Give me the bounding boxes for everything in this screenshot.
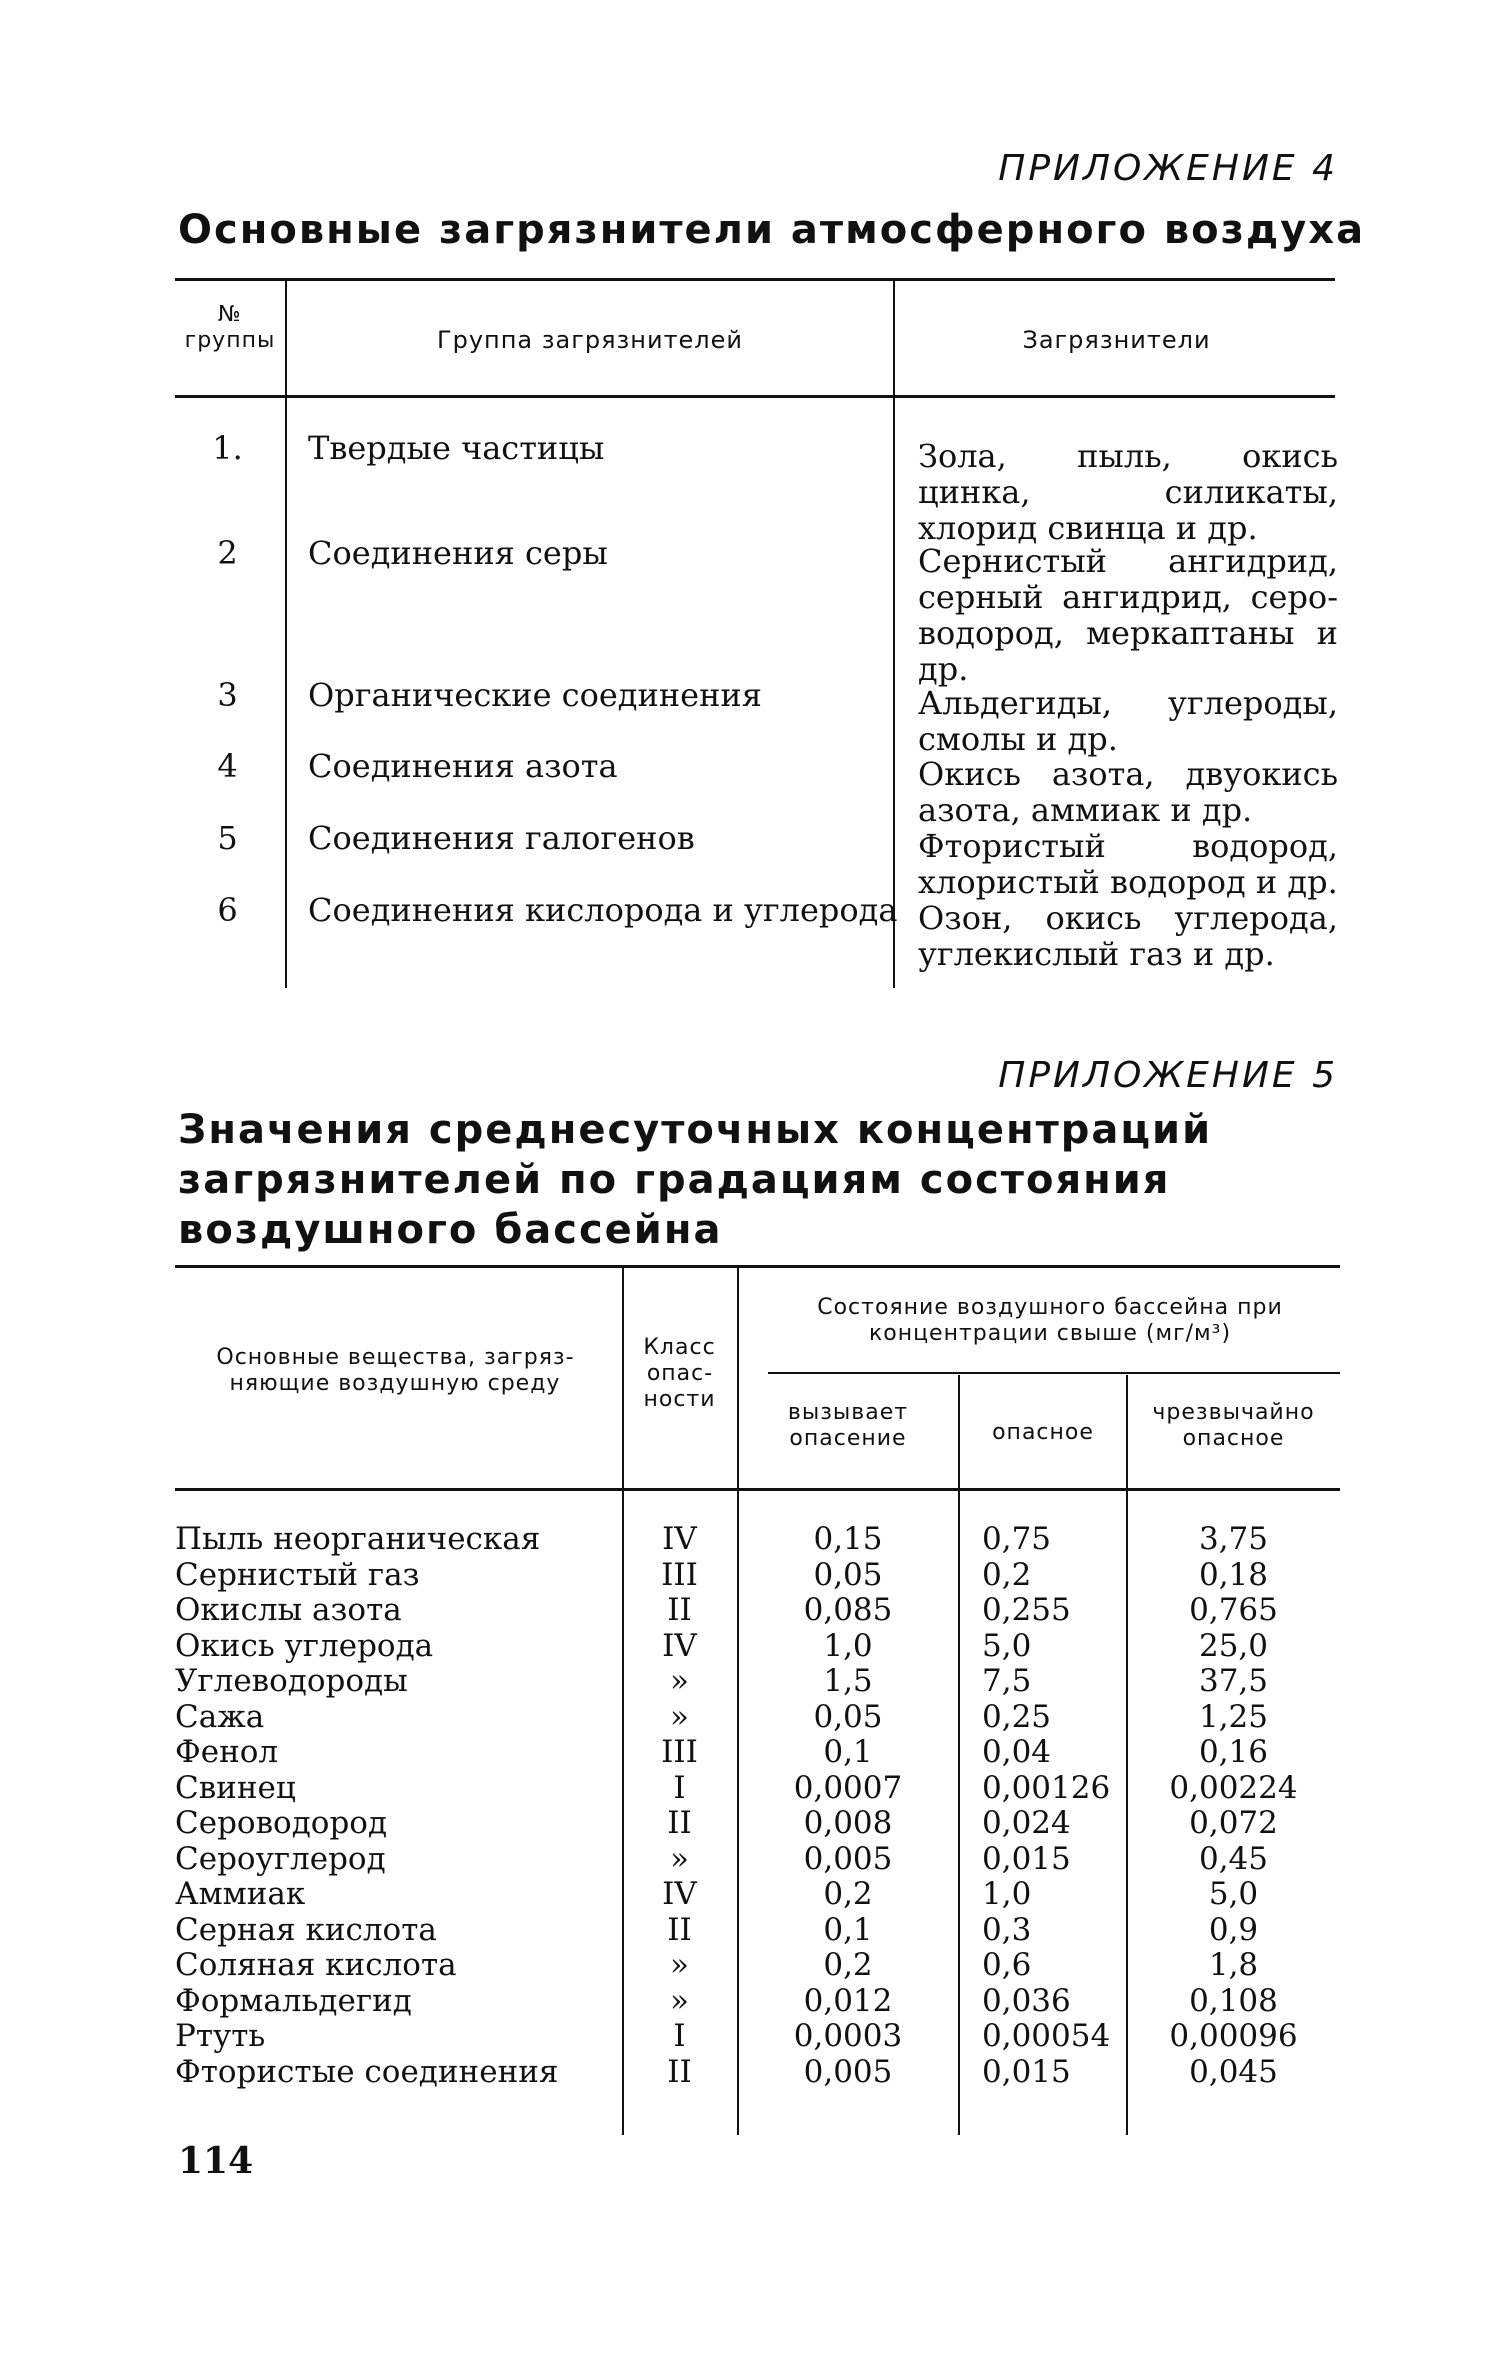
pollutant-list: Фтористый водород, хлористый водород и др. bbox=[918, 827, 1338, 901]
pollutant-list: Озон, окись углерода, углекислый газ и др. bbox=[918, 899, 1338, 973]
hazard-class: III bbox=[661, 1556, 698, 1593]
value-extreme: 0,045 bbox=[1189, 2053, 1278, 2090]
value-dangerous: 0,00054 bbox=[982, 2018, 1111, 2054]
table-top-rule bbox=[175, 278, 1335, 281]
value-dangerous: 0,00126 bbox=[982, 1769, 1111, 1806]
page-number: 114 bbox=[178, 2140, 254, 2182]
value-dangerous: 1,0 bbox=[982, 1876, 1032, 1912]
value-concern: 0,2 bbox=[823, 1876, 873, 1912]
value-extreme: 3,75 bbox=[1198, 1521, 1269, 1557]
subheader-rule bbox=[768, 1372, 1340, 1374]
value-concern: 0,085 bbox=[803, 1592, 893, 1628]
substance-name: Фтористые соединения bbox=[175, 2053, 559, 2090]
substance-name: Окислы азота bbox=[175, 1592, 402, 1628]
group-number: 5 bbox=[217, 819, 238, 857]
group-name: Соединения галогенов bbox=[308, 819, 695, 857]
column-divider bbox=[622, 1265, 624, 2135]
value-dangerous: 0,6 bbox=[982, 1947, 1032, 1983]
header-air-state: Состояние воздушного бассейна при концентрации свыше (мг/м³) bbox=[817, 1295, 1283, 1346]
substance-name: Углеводороды bbox=[175, 1663, 408, 1699]
group-name: Соединения азота bbox=[308, 747, 618, 785]
value-extreme: 0,18 bbox=[1198, 1556, 1269, 1593]
value-dangerous: 0,75 bbox=[982, 1521, 1052, 1557]
header-group-number: № группы bbox=[184, 302, 276, 353]
title-line: Значения среднесуточных концентраций bbox=[178, 1107, 1213, 1153]
value-extreme: 37,5 bbox=[1198, 1663, 1269, 1699]
value-dangerous: 0,2 bbox=[982, 1556, 1032, 1593]
hazard-class: III bbox=[661, 1734, 698, 1770]
title-line: воздушного бассейна bbox=[178, 1207, 723, 1253]
hazard-class: II bbox=[667, 2053, 692, 2090]
value-extreme: 0,00096 bbox=[1169, 2018, 1298, 2054]
header-substance: Основные вещества, загрязняющие воздушную среду bbox=[216, 1345, 574, 1396]
hazard-class: » bbox=[670, 1982, 689, 2019]
substance-name: Сероводород bbox=[175, 1805, 388, 1841]
header-hazard-class: Класс опасности bbox=[643, 1335, 716, 1412]
substance-name: Фенол bbox=[175, 1734, 279, 1770]
column-divider bbox=[285, 278, 287, 988]
group-name: Твердые частицы bbox=[308, 429, 605, 467]
value-concern: 0,0003 bbox=[793, 2018, 903, 2054]
value-extreme: 1,25 bbox=[1198, 1698, 1269, 1735]
value-concern: 0,05 bbox=[813, 1556, 883, 1593]
header-group-name: Группа загрязнителей bbox=[436, 326, 744, 354]
hazard-class: » bbox=[670, 1663, 689, 1699]
substance-name: Аммиак bbox=[175, 1876, 306, 1912]
value-concern: 1,0 bbox=[823, 1627, 873, 1664]
value-extreme: 0,9 bbox=[1208, 1911, 1259, 1948]
group-number: 4 bbox=[217, 747, 238, 785]
value-extreme: 0,108 bbox=[1189, 1982, 1278, 2019]
hazard-class: IV bbox=[662, 1876, 697, 1912]
hazard-class: » bbox=[670, 1947, 689, 1983]
value-extreme: 0,00224 bbox=[1169, 1769, 1298, 1806]
value-concern: 0,15 bbox=[813, 1521, 883, 1557]
group-name: Органические соединения bbox=[308, 676, 762, 714]
value-extreme: 0,45 bbox=[1198, 1840, 1269, 1877]
substance-name: Формальдегид bbox=[175, 1982, 412, 2019]
group-number: 1. bbox=[212, 429, 243, 467]
value-concern: 0,0007 bbox=[793, 1769, 903, 1806]
substance-name: Сероуглерод bbox=[175, 1840, 386, 1877]
header-rule bbox=[175, 395, 1335, 398]
hazard-class: II bbox=[667, 1805, 692, 1841]
appendix-4-label: ПРИЛОЖЕНИЕ 4 bbox=[998, 148, 1338, 189]
value-dangerous: 0,024 bbox=[982, 1805, 1071, 1841]
value-dangerous: 0,255 bbox=[982, 1592, 1071, 1628]
substance-name: Сажа bbox=[175, 1698, 265, 1735]
value-dangerous: 0,3 bbox=[982, 1911, 1032, 1948]
group-number: 2 bbox=[217, 534, 238, 572]
hazard-class: » bbox=[670, 1840, 689, 1877]
value-extreme: 0,072 bbox=[1189, 1805, 1278, 1841]
value-dangerous: 0,036 bbox=[982, 1982, 1071, 2019]
substance-name: Ртуть bbox=[175, 2018, 266, 2054]
value-dangerous: 0,015 bbox=[982, 1840, 1071, 1877]
value-dangerous: 0,015 bbox=[982, 2053, 1071, 2090]
value-concern: 0,008 bbox=[803, 1805, 893, 1841]
substance-name: Сернистый газ bbox=[175, 1556, 420, 1593]
value-dangerous: 7,5 bbox=[982, 1663, 1032, 1699]
value-concern: 1,5 bbox=[823, 1663, 873, 1699]
value-dangerous: 0,25 bbox=[982, 1698, 1052, 1735]
hazard-class: I bbox=[673, 1769, 686, 1806]
appendix-5-label: ПРИЛОЖЕНИЕ 5 bbox=[998, 1055, 1338, 1096]
value-concern: 0,1 bbox=[823, 1734, 873, 1770]
value-concern: 0,012 bbox=[803, 1982, 893, 2019]
group-name: Соединения кислорода и углерода bbox=[308, 891, 898, 929]
value-concern: 0,1 bbox=[823, 1911, 873, 1948]
value-concern: 0,2 bbox=[823, 1947, 873, 1983]
substance-name: Серная кислота bbox=[175, 1911, 437, 1948]
header-dangerous: опасное bbox=[992, 1420, 1094, 1445]
pollutant-list: Зола, пыль, окись цинка, силикаты, хлорид свинца и др. bbox=[918, 437, 1338, 547]
header-extremely-dangerous: чрезвычайно опасное bbox=[1152, 1400, 1315, 1451]
substance-name: Окись углерода bbox=[175, 1627, 434, 1664]
group-number: 3 bbox=[217, 676, 238, 714]
header-causes-concern: вызывает опасение bbox=[787, 1400, 909, 1451]
value-extreme: 25,0 bbox=[1198, 1627, 1269, 1664]
hazard-class: II bbox=[667, 1592, 692, 1628]
value-dangerous: 0,04 bbox=[982, 1734, 1052, 1770]
header-pollutants: Загрязнители bbox=[1022, 326, 1211, 354]
appendix-4-title: Основные загрязнители атмосферного воздуха bbox=[178, 207, 1366, 253]
title-line: загрязнителей по градациям состояния bbox=[178, 1157, 1171, 1203]
pollutant-list: Окись азота, двуокись азота, аммиак и др. bbox=[918, 755, 1338, 829]
substance-name: Свинец bbox=[175, 1769, 296, 1806]
group-number: 6 bbox=[217, 891, 238, 929]
pollutant-list: Сернистый ангидрид, серный ангидрид, сероводород, меркаптаны и др. bbox=[918, 542, 1338, 688]
column-divider bbox=[737, 1265, 739, 2135]
substance-name: Соляная кислота bbox=[175, 1947, 457, 1983]
header-rule bbox=[175, 1488, 1340, 1491]
value-concern: 0,05 bbox=[813, 1698, 883, 1735]
value-extreme: 0,765 bbox=[1189, 1592, 1278, 1628]
hazard-class: » bbox=[670, 1698, 689, 1735]
hazard-class: IV bbox=[662, 1521, 697, 1557]
hazard-class: II bbox=[667, 1911, 692, 1948]
value-concern: 0,005 bbox=[803, 2053, 893, 2090]
hazard-class: IV bbox=[662, 1627, 697, 1664]
value-dangerous: 5,0 bbox=[982, 1627, 1032, 1664]
hazard-class: I bbox=[673, 2018, 686, 2054]
column-divider bbox=[893, 278, 895, 988]
pollutant-list: Альдегиды, углероды, смолы и др. bbox=[918, 684, 1338, 758]
table-top-rule bbox=[175, 1265, 1340, 1268]
group-name: Соединения серы bbox=[308, 534, 608, 572]
value-extreme: 5,0 bbox=[1208, 1876, 1259, 1912]
appendix-5-title bbox=[178, 1105, 1212, 1255]
value-extreme: 0,16 bbox=[1198, 1734, 1269, 1770]
value-extreme: 1,8 bbox=[1208, 1947, 1259, 1983]
value-concern: 0,005 bbox=[803, 1840, 893, 1877]
substance-name: Пыль неорганическая bbox=[175, 1521, 541, 1557]
